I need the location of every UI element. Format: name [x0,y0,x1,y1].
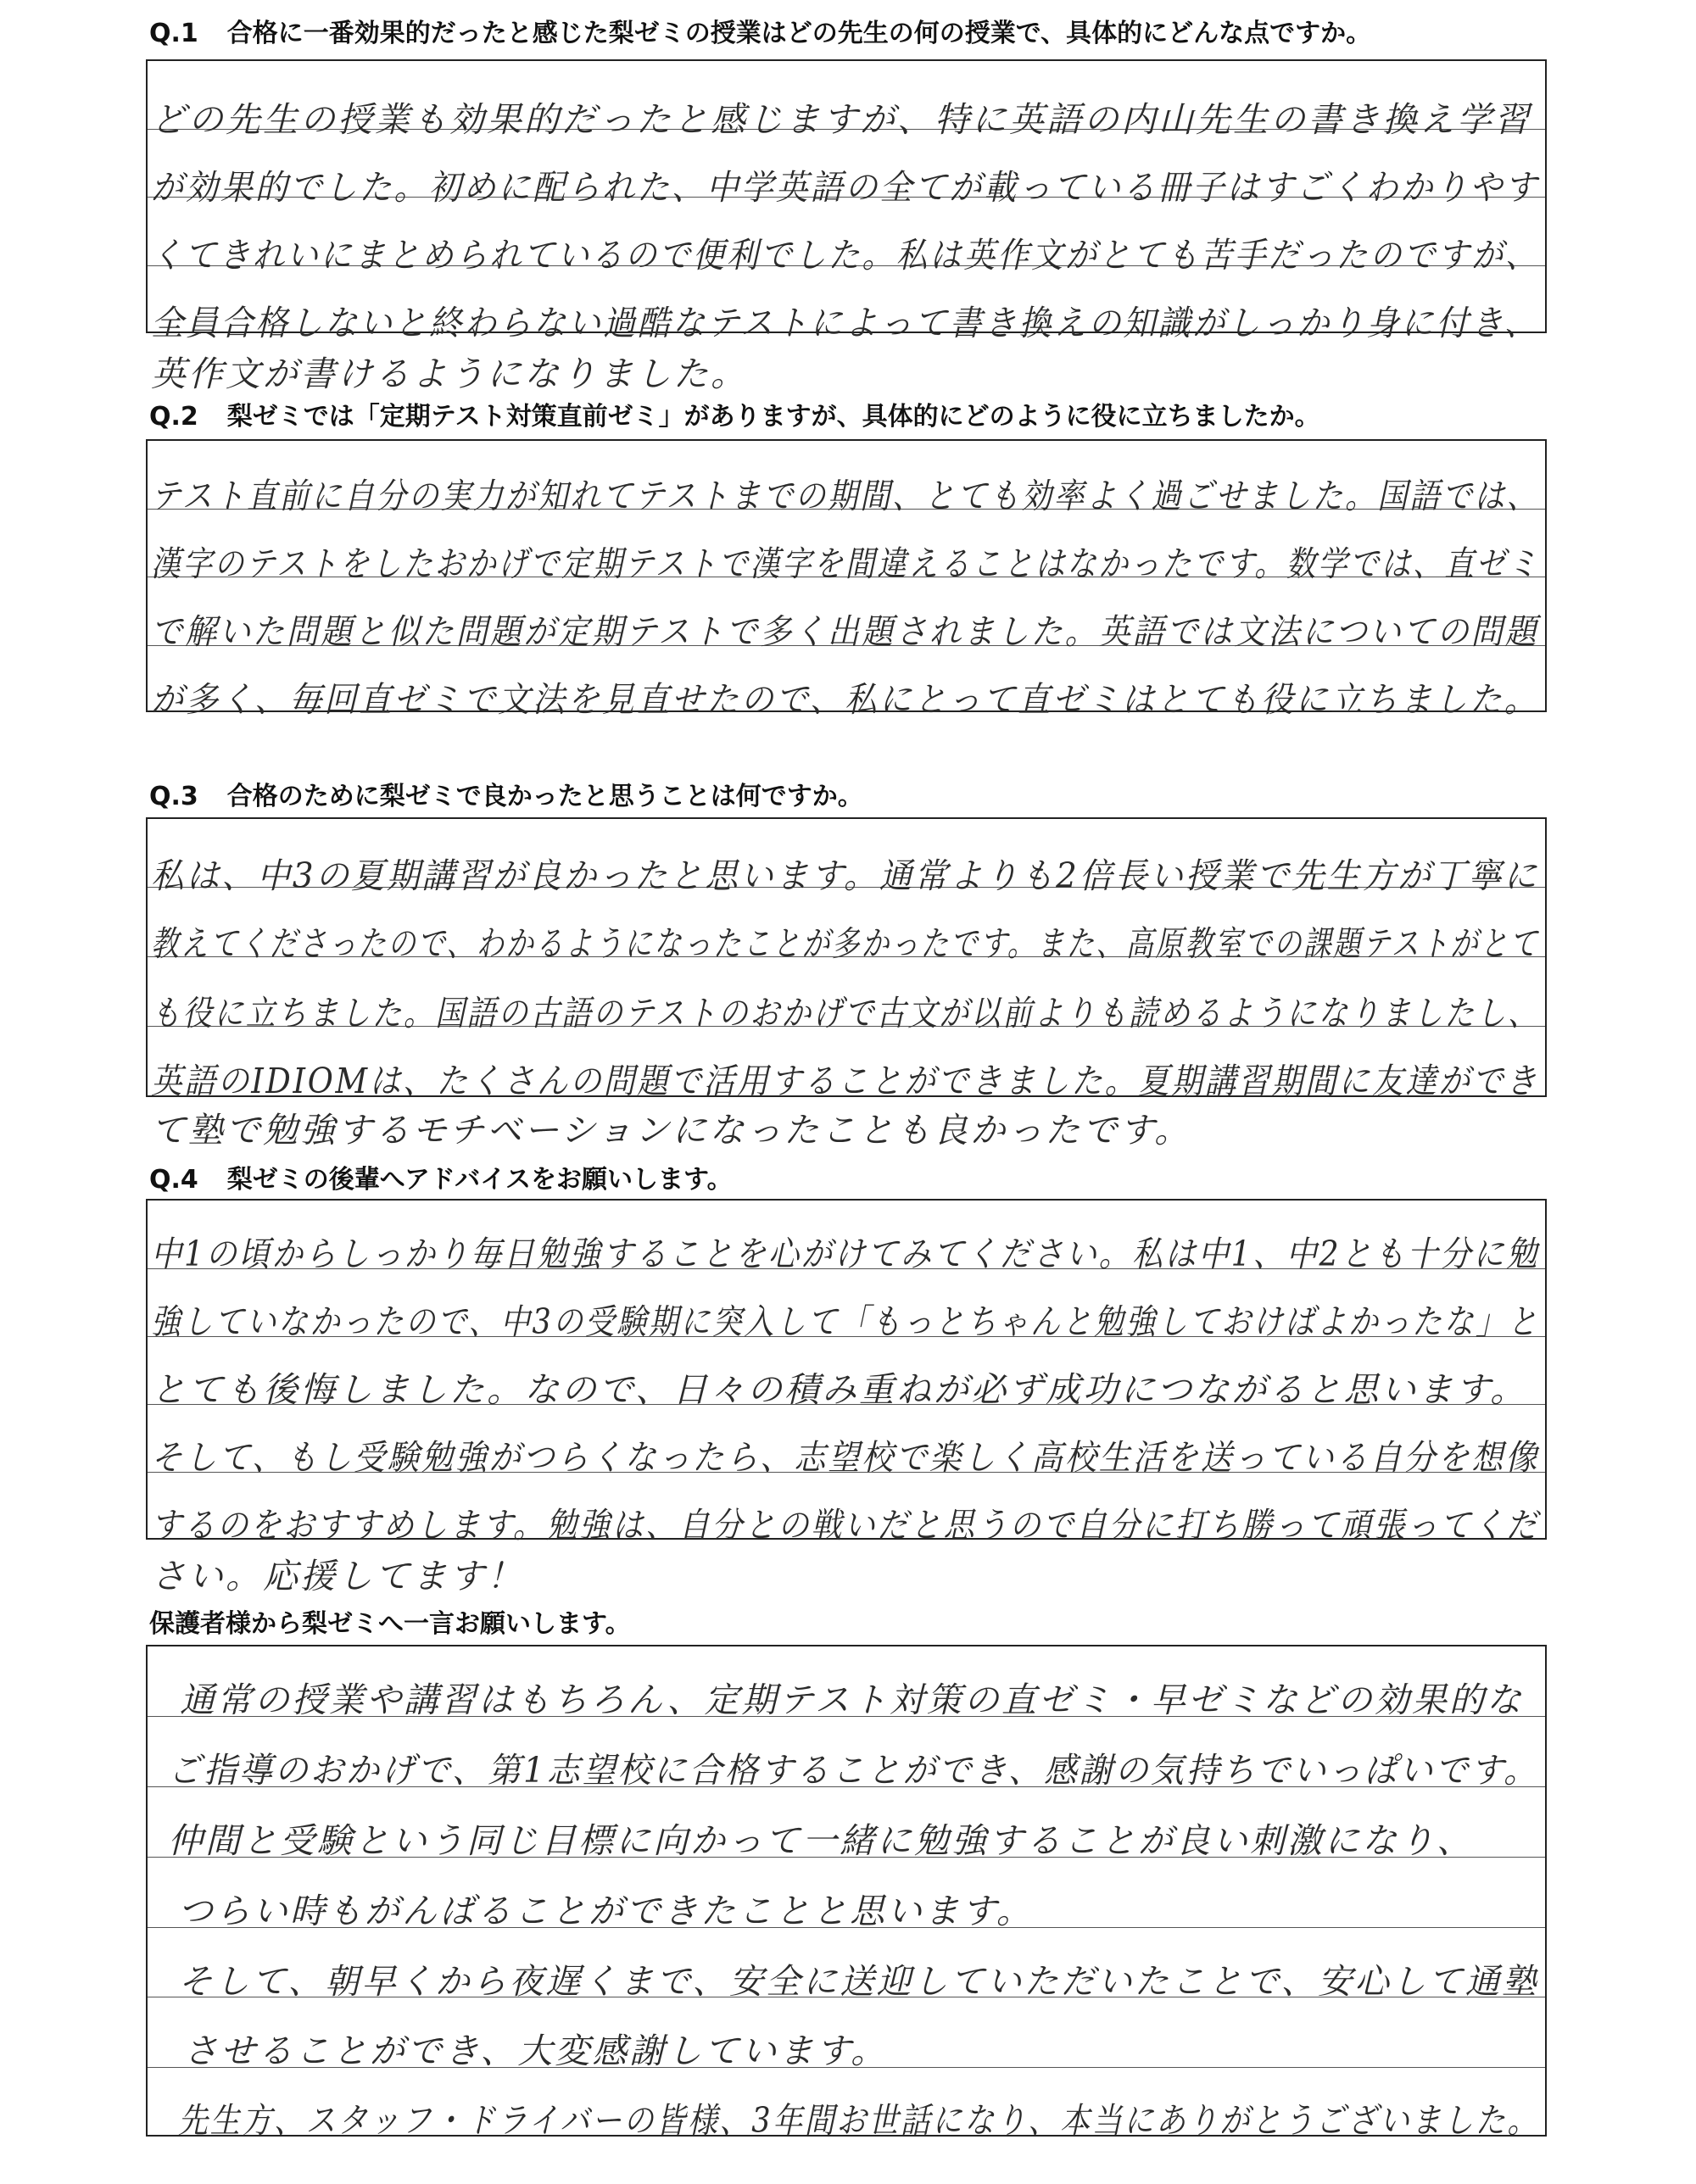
answer-2-line-1: テスト直前に自分の実力が知れてテストまでの期間、とても効率よく過ごせました。国語では、 [151,476,1539,516]
answer-1-line-2: が効果的でした。初めに配られた、中学英語の全てが載っている冊子はすごくわかりやす [151,167,1539,208]
answer-1-line-3: くてきれいにまとめられているので便利でした。私は英作文がとても苦手だったのですが、 [151,235,1539,276]
question-2-number: Q.2 [149,402,198,432]
parents-line-7: 先生方、スタッフ・ドライバーの皆様、3年間お世話になり、本当にありがとうございました。 [178,2100,1540,2141]
answer-4-line-4: そして、もし受験勉強がつらくなったら、志望校で楽しく高校生活を送っている自分を想像 [151,1437,1540,1478]
answer-1-line-5: 英作文が書けるようになりました。 [151,354,748,394]
answer-3-line-1: 私は、中3の夏期講習が良かったと思います。通常よりも2倍長い授業で先生方が丁寧に [151,855,1539,896]
answer-1-line-4: 全員合格しないと終わらない過酷なテストによって書き換えの知識がしっかり身に付き、 [151,303,1539,343]
answer-2-line-4: が多く、毎回直ゼミで文法を見直せたので、私にとって直ゼミはとても役に立ちました。 [151,679,1539,720]
question-3-number: Q.3 [149,782,198,811]
answer-4-line-5: するのをおすすめします。勉強は、自分との戦いだと思うので自分に打ち勝って頑張ってくだ [151,1505,1540,1546]
question-1-number: Q.1 [149,19,198,48]
question-1 [149,12,1371,49]
answer-2-line-2: 漢字のテストをしたおかげで定期テストで漢字を間違えることはなかったです。数学では、直ゼミ [151,543,1540,584]
question-3 [149,775,863,812]
parents-line-3: 仲間と受験という同じ目標に向かって一緒に勉強することが良い刺激になり、 [168,1820,1474,1861]
parents-line-6: させることができ、大変感謝しています。 [183,2031,889,2071]
question-4-number: Q.4 [149,1165,198,1195]
parents-line-5: そして、朝早くから夜遅くまで、安全に送迎していただいたことで、安心して通塾 [178,1961,1539,2002]
answer-4-line-3: とても後悔しました。なので、日々の積み重ねが必ず成功につながると思います。 [151,1369,1528,1410]
answer-3-line-5: て塾で勉強するモチベーションになったことも良かったです。 [151,1110,1192,1150]
answer-3-line-4: 英語のIDIOMは、たくさんの問題で活用することができました。夏期講習期間に友達ができ [151,1061,1539,1101]
parents-line-4: つらい時もがんばることができたことと思います。 [178,1891,1034,1931]
parents-line-1: 通常の授業や講習はもちろん、定期テスト対策の直ゼミ・早ゼミなどの効果的な [180,1680,1524,1720]
question-3-text: 合格のために梨ゼミで良かったと思うことは何ですか。 [226,782,863,811]
answer-3-line-2: 教えてくださったので、わかるようになったことが多かったです。また、高原教室での課題テストがとて [151,923,1540,964]
answer-4-line-6: さい。応援してます！ [151,1556,524,1596]
answer-4-line-2: 強していなかったので、中3の受験期に突入して「もっとちゃんと勉強しておけばよかったな」と [151,1301,1540,1342]
parents-question [149,1602,631,1640]
answer-1-line-1: どの先生の授業も効果的だったと感じますが、特に英語の内山先生の書き換え学習 [151,99,1531,140]
answer-4-line-1: 中1の頃からしっかり毎日勉強することを心がけてみてください。私は中1、中2とも十分に勉 [151,1234,1540,1274]
question-4-text: 梨ゼミの後輩へアドバイスをお願いします。 [226,1165,733,1195]
question-2-text: 梨ゼミでは「定期テスト対策直前ゼミ」がありますが、具体的にどのように役に立ちましたか。 [226,402,1320,432]
parents-line-2: ご指導のおかげで、第1志望校に合格することができ、感謝の気持ちでいっぱいです。 [168,1750,1539,1791]
answer-2-line-3: で解いた問題と似た問題が定期テストで多く出題されました。英語では文法についての問題 [151,611,1539,652]
parents-question-text: 保護者様から梨ゼミへ一言お願いします。 [149,1609,631,1639]
question-2 [149,395,1320,432]
question-4 [149,1158,733,1195]
answer-3-line-3: も役に立ちました。国語の古語のテストのおかげで古文が以前よりも読めるようになりましたし、 [151,993,1540,1034]
question-1-text: 合格に一番効果的だったと感じた梨ゼミの授業はどの先生の何の授業で、具体的にどんな点ですか。 [226,19,1372,48]
